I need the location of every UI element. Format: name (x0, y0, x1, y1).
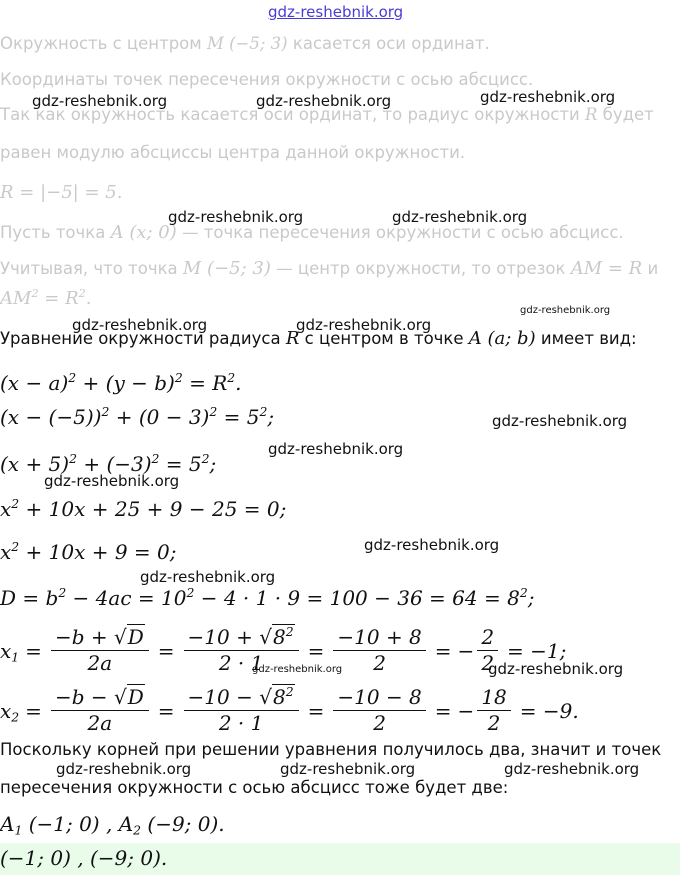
x2-label (0, 699, 19, 723)
equation-general (0, 371, 242, 395)
intro-point: A (a; b) (468, 328, 536, 349)
eq-sign: = (25, 698, 42, 723)
a2-coord: (−9; 0). (141, 812, 225, 836)
watermark-top-link[interactable]: gdz-reshebnik.org (268, 3, 404, 21)
equation-substituted (0, 405, 274, 429)
eq1-d: . (235, 371, 242, 395)
watermark: gdz-reshebnik.org (252, 664, 343, 675)
reason-a-text: Так как окружность касается оси ординат, то радиус окружности (0, 105, 580, 124)
x2-sub: 2 (11, 709, 20, 725)
given2-mid: — центр окружности, то отрезок (276, 259, 566, 278)
num-m10p: −10 + (187, 625, 253, 649)
num-minus-b: −b + (54, 625, 108, 649)
let-point: A (x; 0) (110, 222, 177, 243)
watermark: gdz-reshebnik.org (256, 92, 392, 110)
watermark: gdz-reshebnik.org (56, 760, 192, 778)
watermark: gdz-reshebnik.org (168, 208, 304, 226)
eq2-d: ; (267, 405, 275, 429)
den-2: 2 (481, 651, 495, 675)
sq: 2 (58, 584, 67, 600)
watermark: gdz-reshebnik.org (140, 568, 276, 586)
num-m10m: −10 − (187, 685, 253, 709)
den-2x1: 2 · 1 (218, 651, 264, 675)
sq: 2 (285, 683, 294, 699)
intro-c: имеет вид: (540, 329, 637, 348)
watermark: gdz-reshebnik.org (520, 305, 611, 316)
x1-var: x (0, 638, 12, 663)
eq1-c: = R (182, 371, 228, 395)
given2-eq: AM = R (570, 258, 643, 279)
x1-sub: 1 (11, 649, 20, 665)
answer: (−1; 0) , (−9; 0). (0, 846, 168, 870)
conclusion-line-a: Поскольку корней при решении уравнения получилось два, значит и точек (0, 740, 662, 759)
rad-8: 8 (272, 625, 286, 649)
given-prefix: Окружность с центром (0, 34, 202, 53)
watermark: gdz-reshebnik.org (492, 412, 628, 430)
am-sq-end: . (85, 288, 92, 309)
given2-and: и (647, 259, 659, 278)
eq-sign: = (157, 638, 175, 663)
disc-d: ; (527, 586, 535, 610)
am-sq-b: = R (44, 288, 79, 309)
sq-2: 2 (78, 286, 86, 300)
watermark: gdz-reshebnik.org (44, 472, 180, 490)
frac-formula-1 (51, 626, 149, 675)
rad-D: D (127, 625, 144, 649)
discriminant (0, 586, 534, 610)
eq1-a: (x − a) (0, 371, 69, 395)
a1-sub: 1 (14, 822, 23, 838)
eq3-a: (x + 5) (0, 452, 70, 476)
den-2a: 2a (87, 711, 113, 735)
eq4-a: x (0, 497, 12, 521)
watermark: gdz-reshebnik.org (488, 660, 624, 678)
rad-8: 8 (272, 685, 286, 709)
points-line (0, 812, 225, 836)
radius-line: R = |−5| = 5. (0, 182, 123, 203)
eq-sign: = (307, 638, 325, 663)
given2-line (0, 258, 658, 279)
watermark: gdz-reshebnik.org (296, 316, 432, 334)
x1-label (0, 639, 19, 663)
eq2-b: + (0 − 3) (109, 405, 210, 429)
eq5-a: x (0, 540, 12, 564)
sq: 2 (101, 403, 110, 419)
sqrt: $√8^2$ (259, 683, 294, 709)
sq: 2 (151, 450, 160, 466)
den-2a: 2a (87, 651, 113, 675)
watermark: gdz-reshebnik.org (392, 208, 528, 226)
neg-sign: − (457, 638, 475, 663)
eq-sign: = (434, 698, 452, 723)
frac-result-2 (477, 686, 510, 735)
eq2-c: = 5 (217, 405, 260, 429)
frac-simplified-2 (333, 686, 425, 735)
sq: 2 (259, 403, 268, 419)
sq: 2 (186, 584, 195, 600)
point-a1: A (0, 812, 15, 836)
x2-var: x (0, 698, 12, 723)
sqrt: $√8^2$ (259, 623, 294, 649)
sq: 2 (174, 369, 183, 385)
x2-result: = −9. (519, 698, 579, 723)
sq: 2 (68, 369, 77, 385)
rad-D: D (127, 685, 144, 709)
intro-var: R (285, 328, 300, 349)
eq3-d: ; (209, 452, 217, 476)
sqrt: √D (113, 685, 144, 709)
given2-point: M (−5; 3) (182, 258, 271, 279)
intro-b: с центром в точке (304, 329, 464, 348)
sqrt: √D (113, 625, 144, 649)
eq-sign: = (157, 698, 175, 723)
task-line: Координаты точек пересечения окружности с осью абсцисс. (0, 70, 534, 89)
reason-a-end: будет (602, 105, 654, 124)
conclusion-line-b: пересечения окружности с осью абсцисс тоже будет две: (0, 778, 509, 797)
watermark: gdz-reshebnik.org (72, 316, 208, 334)
given-line (0, 34, 490, 53)
disc-c: − 4 · 1 · 9 = 100 − 36 = 64 = 8 (194, 586, 520, 610)
frac-formula-2 (51, 686, 149, 735)
num-18: 18 (477, 686, 510, 711)
am-sq-a: AM (0, 288, 32, 309)
eq-sign: = (307, 698, 325, 723)
sq-1: 2 (31, 286, 39, 300)
root-x2 (0, 683, 579, 735)
x1-result: = −1; (507, 638, 567, 663)
let-suffix: — точка пересечения окружности с осью абсцисс. (182, 223, 624, 242)
sq: 2 (519, 584, 528, 600)
eq2-a: (x − (−5)) (0, 405, 102, 429)
frac-simplified-1 (333, 626, 425, 675)
watermark: gdz-reshebnik.org (32, 92, 168, 110)
let-prefix: Пусть точка (0, 223, 106, 242)
eq5-b: + 10x + 9 = 0; (19, 540, 177, 564)
intro-a: Уравнение окружности радиуса (0, 329, 281, 348)
eq-sign: = (25, 638, 42, 663)
equation-quadratic (0, 540, 177, 564)
num-m10m8: −10 − 8 (333, 686, 425, 711)
equation-expanded (0, 497, 286, 521)
given-suffix: касается оси ординат. (292, 34, 490, 53)
eq3-b: + (−3) (76, 452, 152, 476)
a2-sub: 2 (133, 822, 142, 838)
neg-sign: − (457, 698, 475, 723)
watermark: gdz-reshebnik.org (364, 536, 500, 554)
num-m10p8: −10 + 8 (333, 626, 425, 651)
reason-a-var: R (584, 105, 598, 124)
num-minus-b: −b − (54, 685, 108, 709)
watermark: gdz-reshebnik.org (268, 440, 404, 458)
sq: 2 (69, 450, 77, 466)
den-2: 2 (373, 711, 386, 735)
sq: 2 (11, 538, 20, 554)
den-2x1: 2 · 1 (218, 711, 264, 735)
watermark: gdz-reshebnik.org (504, 760, 640, 778)
sq: 2 (285, 623, 294, 639)
den-2: 2 (487, 711, 501, 735)
a1-coord: (−1; 0) , (22, 812, 113, 836)
disc-a: D = b (0, 586, 59, 610)
reason-line-b: равен модулю абсциссы центра данной окружности. (0, 143, 466, 162)
eq-sign: = (434, 638, 452, 663)
disc-b: − 4ac = 10 (66, 586, 187, 610)
eq3-c: = 5 (159, 452, 202, 476)
den-2: 2 (373, 651, 386, 675)
given-point: M (−5; 3) (206, 34, 288, 53)
eq4-b: + 10x + 25 + 9 − 25 = 0; (19, 497, 287, 521)
sq: 2 (11, 495, 20, 511)
sq: 2 (201, 450, 210, 466)
given2-prefix: Учитывая, что точка (0, 259, 178, 278)
frac-substituted-2 (184, 683, 299, 735)
let-line (0, 222, 624, 243)
num-2: 2 (477, 626, 498, 651)
sq: 2 (209, 403, 218, 419)
eq1-b: + (y − b) (76, 371, 175, 395)
watermark: gdz-reshebnik.org (480, 88, 616, 106)
am-squared-line (0, 288, 91, 309)
point-a2: A (118, 812, 134, 836)
sq: 2 (227, 369, 236, 385)
watermark: gdz-reshebnik.org (280, 760, 416, 778)
